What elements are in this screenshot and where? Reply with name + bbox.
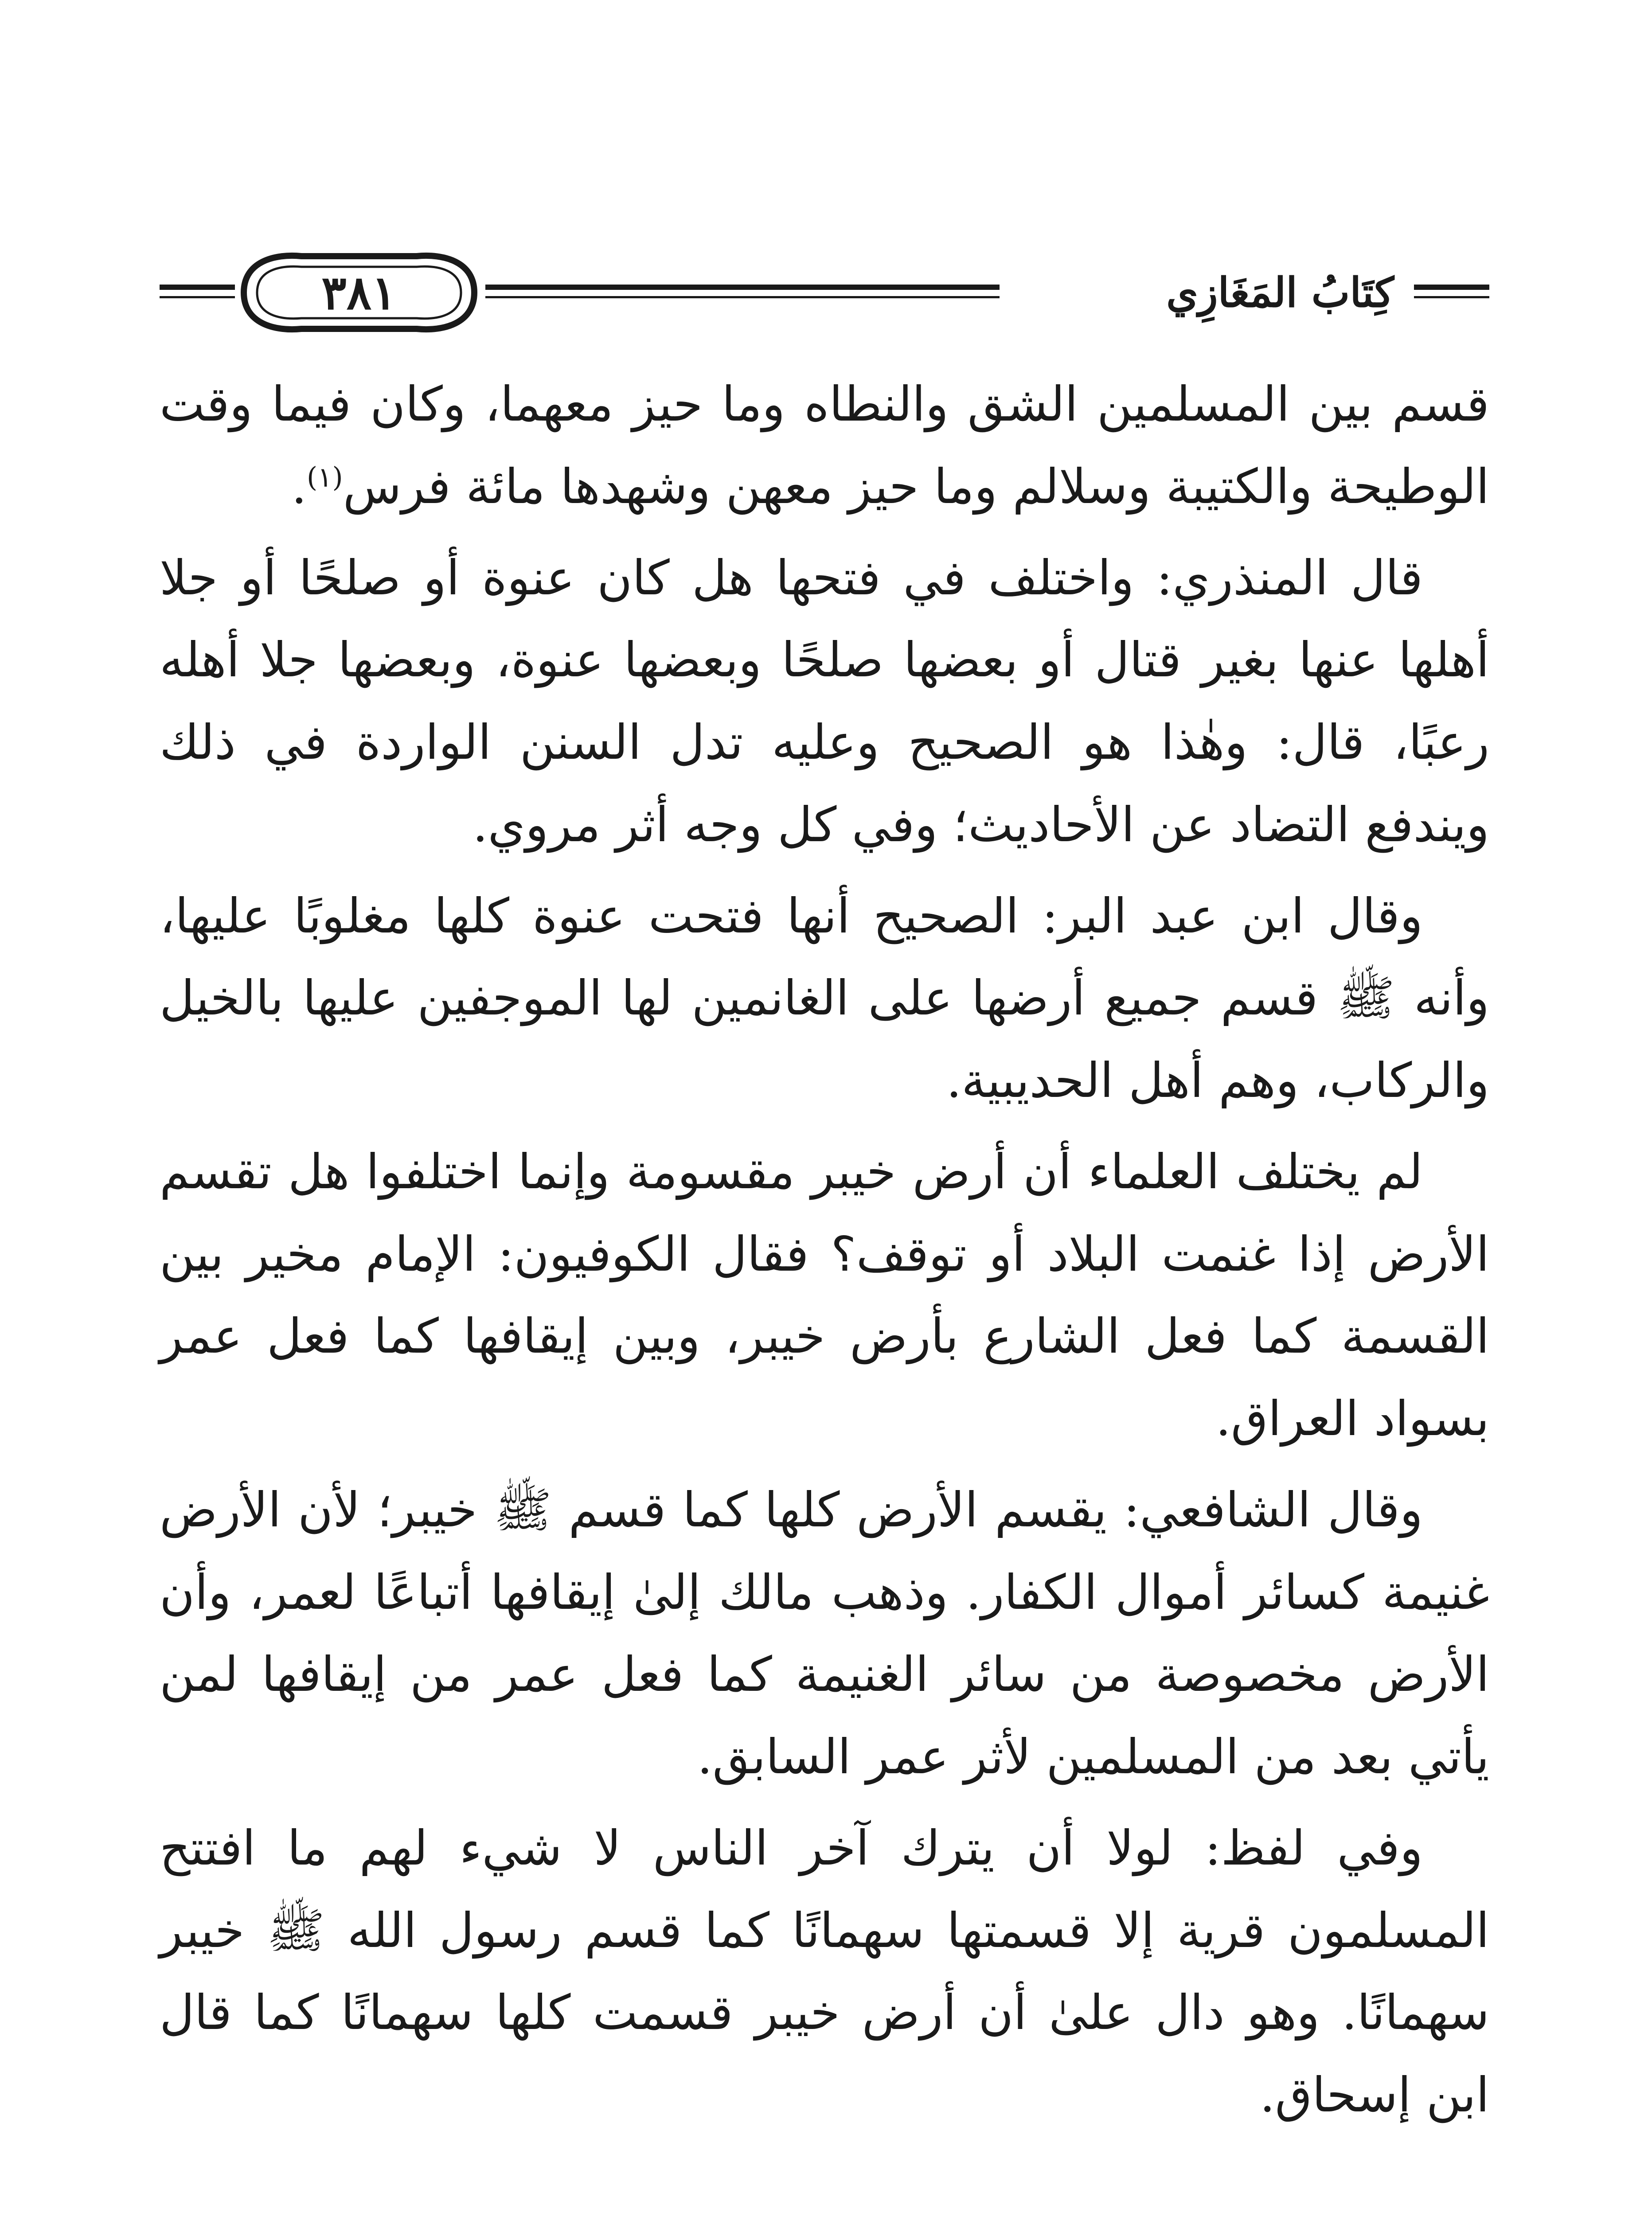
paragraph-1-end: . — [291, 459, 307, 515]
header-rule-right-top — [1414, 285, 1489, 290]
page-number: ٣٨١ — [321, 265, 397, 320]
header-rule-left-bottom — [160, 296, 235, 298]
header-rule-right-bottom — [1414, 296, 1489, 298]
footnote-reference[interactable]: (١) — [306, 460, 343, 493]
page-header — [160, 248, 1489, 337]
paragraph-1 — [160, 363, 1489, 528]
paragraph-4: لم يختلف العلماء أن أرض خيبر مقسومة وإنما اختلفوا هل تقسم الأرض إذا غنمت البلاد أو توقف؟ فقال الكوفيون: الإمام مخير بين القسمة كما فعل الشارع بأرض خيبر، وبين إيقافها كما فعل عمر بسواد العراق. — [160, 1144, 1489, 1447]
paragraph-1-text: قسم بين المسلمين الشق والنطاه وما حيز معهما، وكان فيما وقت الوطيحة والكتيبة وسلالم وما حيز معهن وشهدها مائة فرس — [160, 377, 1490, 515]
paragraph-2: قال المنذري: واختلف في فتحها هل كان عنوة أو صلحًا أو جلا أهلها عنها بغير قتال أو بعضها صلحًا وبعضها عنوة، وبعضها جلا أهله رعبًا، قال: وهٰذا هو الصحيح وعليه تدل السنن الواردة في ذلك ويندفع التضاد عن الأحاديث؛ وفي كل وجه أثر مروي. — [160, 550, 1489, 853]
page-number-ornament — [226, 248, 492, 337]
header-rule-middle-top — [485, 285, 1000, 290]
paragraph-3: وقال ابن عبد البر: الصحيح أنها فتحت عنوة كلها مغلوبًا عليها، وأنه ﷺ قسم جميع أرضها على الغانمين لها الموجفين عليها بالخيل والركاب، وهم أهل الحديبية. — [160, 888, 1489, 1108]
paragraph-6: وفي لفظ: لولا أن يترك آخر الناس لا شيء لهم ما افتتح المسلمون قرية إلا قسمتها سهمانًا كما قسم رسول الله ﷺ خيبر سهمانًا. وهو دال علىٰ أن أرض خيبر قسمت كلها سهمانًا كما قال ابن إسحاق. — [160, 1820, 1489, 2123]
header-rule-middle-bottom — [485, 296, 1000, 298]
main-text — [160, 363, 1489, 2146]
header-rule-left-top — [160, 285, 235, 290]
book-title: كِتَابُ المَغَازِي — [1166, 269, 1394, 316]
paragraph-5: وقال الشافعي: يقسم الأرض كلها كما قسم ﷺ خيبر؛ لأن الأرض غنيمة كسائر أموال الكفار. وذهب مالك إلىٰ إيقافها أتباعًا لعمر، وأن الأرض مخصوصة من سائر الغنيمة كما فعل عمر من إيقافها لمن يأتي بعد من المسلمين لأثر عمر السابق. — [160, 1482, 1489, 1785]
